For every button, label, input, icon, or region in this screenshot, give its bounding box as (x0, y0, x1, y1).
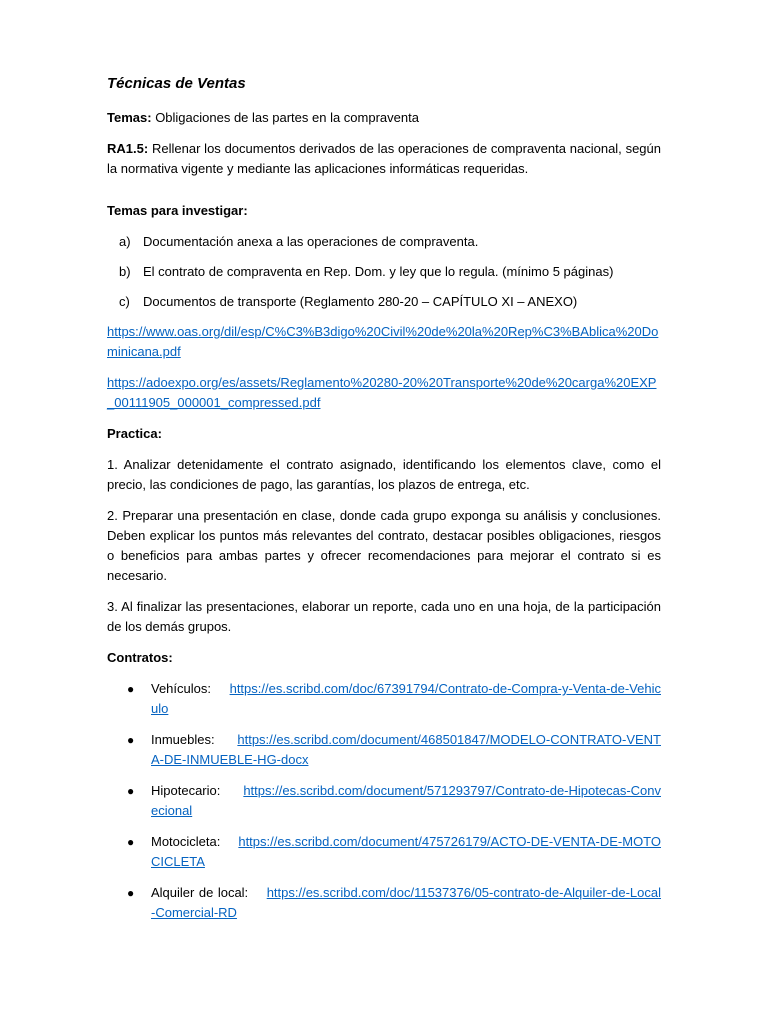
topics-label: Temas: (107, 110, 152, 125)
contracts-list (107, 679, 661, 923)
contract-entry (151, 730, 661, 770)
ra-text: Rellenar los documentos derivados de las operaciones de compraventa nacional, según la normativa vigente y mediante las aplicaciones informáticas requeridas. (107, 141, 661, 176)
research-item-text: El contrato de compraventa en Rep. Dom. y ley que lo regula. (mínimo 5 páginas) (143, 264, 614, 279)
contract-entry (151, 883, 661, 923)
ra-paragraph (107, 139, 661, 179)
research-heading: Temas para investigar: (107, 203, 248, 218)
bullet-icon: ● (127, 886, 135, 900)
contract-item (107, 781, 661, 821)
regulation-link-line (107, 373, 661, 413)
contract-entry (151, 832, 661, 872)
contract-link[interactable]: https://es.scribd.com/document/475726179/ACTO-DE-VENTA-DE-MOTOCICLETA (151, 834, 661, 869)
contract-name: Hipotecario: (151, 783, 221, 798)
civil-code-link-line (107, 322, 661, 362)
bullet-icon: ● (127, 733, 135, 747)
practice-step: 2. Preparar una presentación en clase, donde cada grupo exponga su análisis y conclusiones. Deben explicar los puntos más relevantes del contrato, destacar posibles obligaciones, riesgos o beneficios para ambas partes y ofrecer recomendaciones para mejorar el contrato si es necesario. (107, 508, 661, 583)
civil-code-link[interactable]: https://www.oas.org/dil/esp/C%C3%B3digo%20Civil%20de%20la%20Rep%C3%BAblica%20Dominicana.pdf (107, 324, 659, 359)
contract-name: Motocicleta: (151, 834, 221, 849)
research-list (107, 232, 661, 312)
contract-item (107, 832, 661, 872)
regulation-link[interactable]: https://adoexpo.org/es/assets/Reglamento%20280-20%20Transporte%20de%20carga%20EXP_00111905_000001_compressed.pdf (107, 375, 657, 410)
contract-item (107, 730, 661, 770)
contract-item (107, 883, 661, 923)
contracts-heading: Contratos: (107, 650, 173, 665)
research-item (107, 292, 661, 312)
research-item-text: Documentos de transporte (Reglamento 280-20 – CAPÍTULO XI – ANEXO) (143, 294, 578, 309)
practice-heading: Practica: (107, 426, 162, 441)
contract-name: Vehículos: (151, 681, 211, 696)
research-item-marker: a) (119, 234, 131, 249)
contract-link[interactable]: https://es.scribd.com/doc/67391794/Contrato-de-Compra-y-Venta-de-Vehiculo (151, 681, 661, 716)
contract-entry (151, 679, 661, 719)
contract-link[interactable]: https://es.scribd.com/doc/11537376/05-contrato-de-Alquiler-de-Local-Comercial-RD (151, 885, 661, 920)
contract-link[interactable]: https://es.scribd.com/document/468501847/MODELO-CONTRATO-VENTA-DE-INMUEBLE-HG-docx (151, 732, 661, 767)
document-title: Técnicas de Ventas (107, 75, 246, 92)
contract-name: Inmuebles: (151, 732, 215, 747)
research-item-marker: b) (119, 264, 131, 279)
contract-entry (151, 781, 661, 821)
research-item (107, 232, 661, 252)
contract-name: Alquiler de local: (151, 885, 249, 900)
research-item-marker: c) (119, 294, 130, 309)
ra-label: RA1.5: (107, 141, 149, 156)
bullet-icon: ● (127, 682, 135, 696)
research-item (107, 262, 661, 282)
research-item-text: Documentación anexa a las operaciones de compraventa. (143, 234, 479, 249)
practice-step: 3. Al finalizar las presentaciones, elaborar un reporte, cada uno en una hoja, de la participación de los demás grupos. (107, 599, 661, 634)
topics-line (107, 108, 661, 128)
contract-item (107, 679, 661, 719)
practice-step: 1. Analizar detenidamente el contrato asignado, identificando los elementos clave, como el precio, las condiciones de pago, las garantías, los plazos de entrega, etc. (107, 457, 661, 492)
bullet-icon: ● (127, 784, 135, 798)
topics-value: Obligaciones de las partes en la compraventa (155, 110, 419, 125)
contract-link[interactable]: https://es.scribd.com/document/571293797/Contrato-de-Hipotecas-Convecional (151, 783, 661, 818)
bullet-icon: ● (127, 835, 135, 849)
document-page (107, 72, 661, 934)
